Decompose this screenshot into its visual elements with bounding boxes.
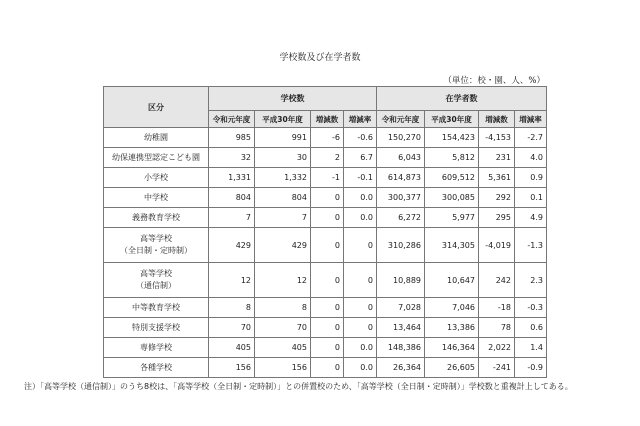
row-label-line: 高等学校: [140, 269, 172, 278]
table-cell: -0.6: [344, 128, 377, 148]
table-cell: 804: [255, 188, 311, 208]
table-cell: 7: [209, 208, 255, 228]
table-cell: -18: [479, 298, 515, 318]
row-label: [104, 318, 209, 338]
table-cell: 0: [311, 298, 344, 318]
table-cell: 13,464: [377, 318, 425, 338]
row-label: [104, 228, 209, 263]
table-cell: -2.7: [515, 128, 547, 148]
table-cell: 0.0: [344, 208, 377, 228]
table-cell: 0: [311, 358, 344, 378]
row-label-line: 小学校: [144, 172, 168, 182]
table-cell: 150,270: [377, 128, 425, 148]
table-cell: 1,332: [255, 168, 311, 188]
table-cell: 6,043: [377, 148, 425, 168]
table-cell: 7: [255, 208, 311, 228]
table-cell: 26,605: [425, 358, 479, 378]
row-label: [104, 168, 209, 188]
table-row: [104, 128, 547, 148]
table-cell: 0: [344, 298, 377, 318]
table-row: [104, 298, 547, 318]
row-label: [104, 188, 209, 208]
table-cell: 32: [209, 148, 255, 168]
table-cell: 30: [255, 148, 311, 168]
table-cell: 0: [311, 263, 344, 298]
row-label-line: 特別支援学校: [132, 322, 180, 332]
column-header: 令和元年度: [209, 111, 255, 128]
table-row: [104, 358, 547, 378]
table-cell: 0: [311, 338, 344, 358]
column-header: 増減数: [479, 111, 515, 128]
table-row: [104, 168, 547, 188]
table-cell: 70: [209, 318, 255, 338]
table-cell: 5,361: [479, 168, 515, 188]
table-cell: 70: [255, 318, 311, 338]
table-cell: 6,272: [377, 208, 425, 228]
table-cell: 0: [344, 228, 377, 263]
table-cell: -1: [311, 168, 344, 188]
row-label: [104, 148, 209, 168]
table-cell: 146,364: [425, 338, 479, 358]
table-cell: 614,873: [377, 168, 425, 188]
table-row: [104, 208, 547, 228]
row-label-line: （全日制・定時制）: [120, 246, 192, 255]
school-count-header: 学校数: [209, 87, 377, 111]
row-label: [104, 128, 209, 148]
table-cell: 804: [209, 188, 255, 208]
table-cell: 985: [209, 128, 255, 148]
table-cell: 231: [479, 148, 515, 168]
table-cell: 295: [479, 208, 515, 228]
row-label: [104, 208, 209, 228]
table-cell: 154,423: [425, 128, 479, 148]
table-cell: 292: [479, 188, 515, 208]
table-cell: 156: [209, 358, 255, 378]
row-label-line: 幼保連携型認定こども園: [112, 152, 200, 162]
table-cell: 156: [255, 358, 311, 378]
table-cell: 300,377: [377, 188, 425, 208]
table-cell: 5,977: [425, 208, 479, 228]
table-cell: 242: [479, 263, 515, 298]
table-cell: -1.3: [515, 228, 547, 263]
table-cell: 5,812: [425, 148, 479, 168]
table-cell: 2.3: [515, 263, 547, 298]
table-cell: 7,046: [425, 298, 479, 318]
unit-label: （単位：校・園、人、%）: [443, 76, 545, 86]
table-cell: 10,889: [377, 263, 425, 298]
row-label-line: （通信制）: [136, 281, 176, 290]
table-cell: 0.1: [515, 188, 547, 208]
schools-and-students-table: [103, 86, 547, 378]
row-label: [104, 358, 209, 378]
table-cell: -241: [479, 358, 515, 378]
row-label: [104, 263, 209, 298]
column-header: 平成30年度: [425, 111, 479, 128]
column-header: 平成30年度: [255, 111, 311, 128]
table-row: [104, 263, 547, 298]
table-cell: 609,512: [425, 168, 479, 188]
table-cell: 1.4: [515, 338, 547, 358]
table-cell: 0: [311, 318, 344, 338]
table-cell: -6: [311, 128, 344, 148]
column-header: 増減率: [515, 111, 547, 128]
table-cell: 314,305: [425, 228, 479, 263]
document-title: 学校数及び在学者数: [279, 53, 361, 63]
table-cell: 1,331: [209, 168, 255, 188]
row-label: [104, 338, 209, 358]
table-cell: 0.6: [515, 318, 547, 338]
table-cell: 405: [255, 338, 311, 358]
table-cell: 0: [311, 228, 344, 263]
row-label-line: 高等学校: [140, 234, 172, 243]
row-label-line: 中学校: [144, 192, 168, 202]
row-label-line: 幼稚園: [144, 132, 168, 142]
table-row: [104, 148, 547, 168]
table-cell: 0: [344, 318, 377, 338]
footnote: 注）「高等学校（通信制）」のうち8校は、「高等学校（全日制・定時制）」との併置校のため、「高等学校（全日制・定時制）」学校数と重複計上してある。: [24, 382, 573, 391]
table-cell: 6.7: [344, 148, 377, 168]
table-row: [104, 228, 547, 263]
table-cell: 0.0: [344, 358, 377, 378]
table-cell: 8: [209, 298, 255, 318]
table-cell: 0.0: [344, 338, 377, 358]
table-cell: 0: [344, 263, 377, 298]
table-cell: -0.9: [515, 358, 547, 378]
row-label-line: 専修学校: [140, 342, 172, 352]
table-cell: 310,286: [377, 228, 425, 263]
row-label: [104, 298, 209, 318]
table-cell: 2: [311, 148, 344, 168]
table-cell: 12: [255, 263, 311, 298]
table-cell: -0.3: [515, 298, 547, 318]
row-label-line: 中等教育学校: [132, 302, 180, 312]
table-cell: 13,386: [425, 318, 479, 338]
column-header: 増減率: [344, 111, 377, 128]
table-cell: -4,019: [479, 228, 515, 263]
table-cell: 0.0: [344, 188, 377, 208]
table-cell: 991: [255, 128, 311, 148]
row-label-line: 各種学校: [140, 362, 172, 372]
table-cell: -4,153: [479, 128, 515, 148]
table-cell: 26,364: [377, 358, 425, 378]
table-cell: 8: [255, 298, 311, 318]
table-cell: 7,028: [377, 298, 425, 318]
table-cell: 148,386: [377, 338, 425, 358]
table-cell: 12: [209, 263, 255, 298]
column-header: 増減数: [311, 111, 344, 128]
table-cell: 4.0: [515, 148, 547, 168]
table-cell: 0: [311, 188, 344, 208]
row-label-line: 義務教育学校: [132, 212, 180, 222]
table-row: [104, 318, 547, 338]
table-cell: 405: [209, 338, 255, 358]
table-cell: 4.9: [515, 208, 547, 228]
table-row: [104, 338, 547, 358]
column-header: 令和元年度: [377, 111, 425, 128]
category-header: 区分: [104, 87, 209, 128]
student-count-header: 在学者数: [377, 87, 547, 111]
table-cell: 10,647: [425, 263, 479, 298]
table-cell: 300,085: [425, 188, 479, 208]
table-cell: 0: [311, 208, 344, 228]
table-cell: 429: [209, 228, 255, 263]
table-row: [104, 188, 547, 208]
table-cell: 78: [479, 318, 515, 338]
table-cell: 2,022: [479, 338, 515, 358]
table-cell: 429: [255, 228, 311, 263]
table-cell: 0.9: [515, 168, 547, 188]
table-cell: -0.1: [344, 168, 377, 188]
